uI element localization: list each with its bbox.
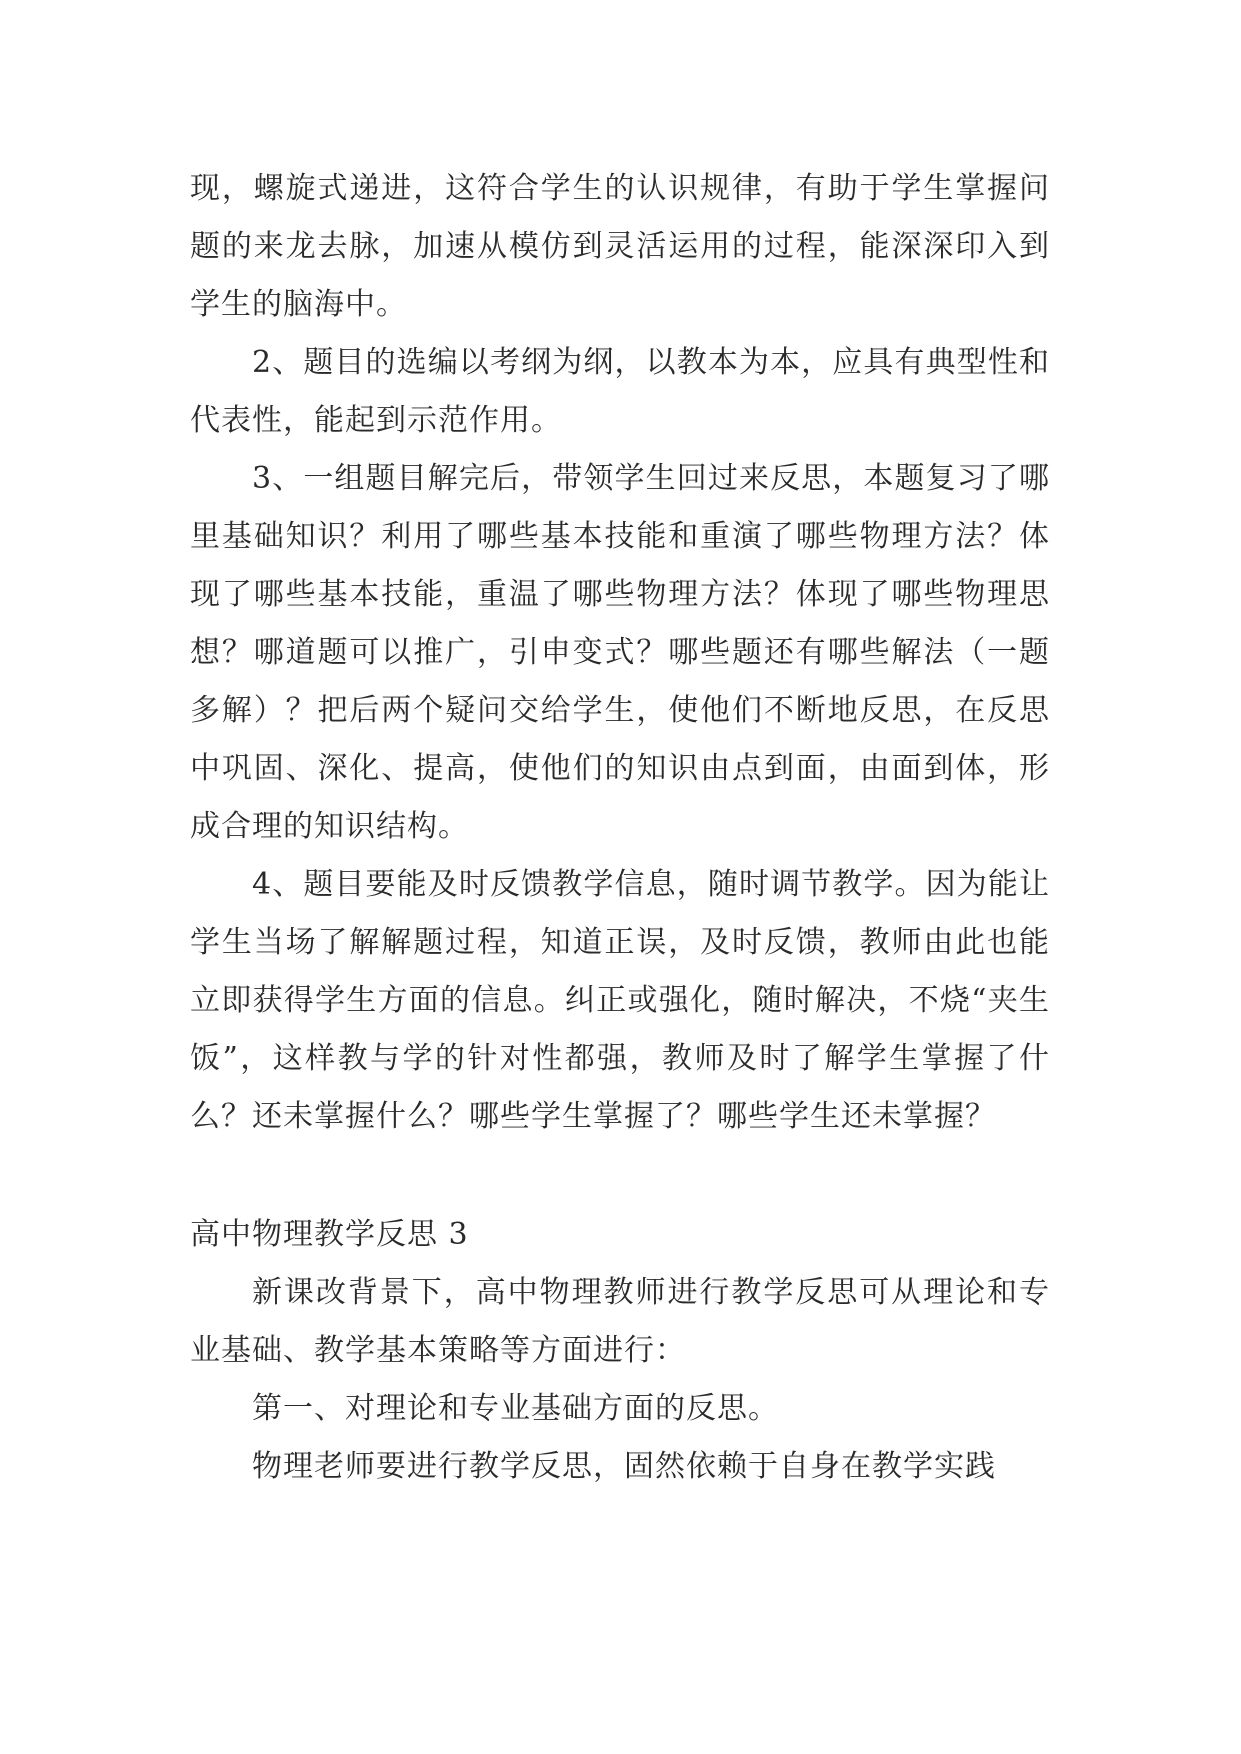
paragraph-point-2: 2、题目的选编以考纲为纲，以教本为本，应具有典型性和代表性，能起到示范作用。	[190, 345, 1050, 438]
paragraph-point-3: 3、一组题目解完后，带领学生回过来反思，本题复习了哪里基础知识？利用了哪些基本技能和重演了哪些物理方法？体现了哪些基本技能，重温了哪些物理方法？体现了哪些物理思想？哪道题可以推广，引申变式？哪些题还有哪些解法（一题多解）？把后两个疑问交给学生，使他们不断地反思，在反思中巩固、深化、提高，使他们的知识由点到面，由面到体，形成合理的知识结构。	[190, 461, 1050, 844]
document-body	[190, 160, 1050, 1496]
paragraph-reflection: 物理老师要进行教学反思，固然依赖于自身在教学实践	[252, 1449, 996, 1484]
paragraph-intro: 新课改背景下，高中物理教师进行教学反思可从理论和专业基础、教学基本策略等方面进行：	[190, 1275, 1050, 1368]
paragraph-continuation: 现，螺旋式递进，这符合学生的认识规律，有助于学生掌握问题的来龙去脉，加速从模仿到灵活运用的过程，能深深印入到学生的脑海中。	[190, 171, 1050, 322]
paragraph-point-4: 4、题目要能及时反馈教学信息，随时调节教学。因为能让学生当场了解解题过程，知道正误，及时反馈，教师由此也能立即获得学生方面的信息。纠正或强化，随时解决，不烧“夹生饭”，这样教与学的针对性都强，教师及时了解学生掌握了什么？还未掌握什么？哪些学生掌握了？哪些学生还未掌握？	[190, 867, 1050, 1134]
section-title: 高中物理教学反思 3	[190, 1217, 469, 1252]
paragraph-first-point: 第一、对理论和专业基础方面的反思。	[252, 1391, 779, 1426]
